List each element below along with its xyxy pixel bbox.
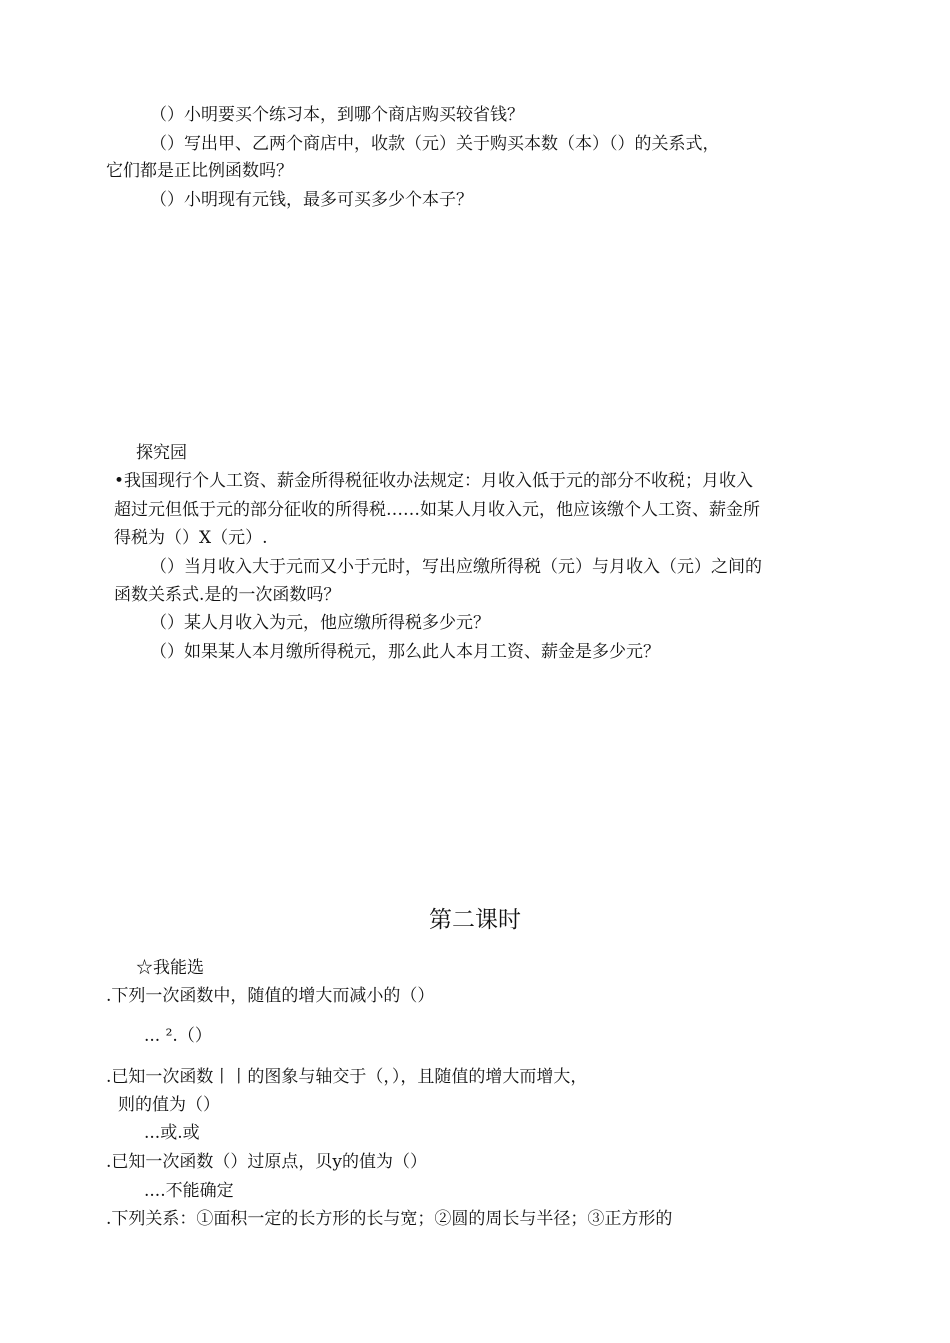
choice-heading: ☆我能选 [136,958,204,978]
explore-para-1: •我国现行个人工资、薪金所得税征收办法规定：月收入低于元的部分不收税；月收入 [114,471,754,491]
explore-question-1: （）当月收入大于元而又小于元时，写出应缴所得税（元）与月收入（元）之间的 [150,557,762,577]
question-2-cont: 它们都是正比例函数吗？ [106,161,293,181]
question-1: （）小明要买个练习本，到哪个商店购买较省钱？ [150,105,524,125]
item-3-options: ....不能确定 [144,1181,234,1201]
lesson-title: 第二课时 [429,907,521,933]
question-2: （）写出甲、乙两个商店中，收款（元）关于购买本数（本）（）的关系式， [150,134,720,154]
explore-heading: 探究园 [136,443,187,463]
question-3: （）小明现有元钱，最多可买多少个本子？ [150,190,473,210]
explore-question-3: （）如果某人本月缴所得税元，那么此人本月工资、薪金是多少元？ [150,642,660,662]
explore-para-3: 得税为（）X（元）. [114,528,268,548]
explore-question-1-cont: 函数关系式.是的一次函数吗？ [114,585,341,605]
explore-question-2: （）某人月收入为元，他应缴所得税多少元？ [150,613,490,633]
explore-para-2: 超过元但低于元的部分征收的所得税……如某人月收入元，他应该缴个人工资、薪金所 [114,500,760,520]
item-4: .下列关系：①面积一定的长方形的长与宽；②圆的周长与半径；③正方形的 [106,1209,673,1229]
item-2-options: ...或.或 [144,1123,200,1143]
item-2-cont: 则的值为（） [118,1095,220,1115]
item-2: .已知一次函数丨丨的图象与轴交于（，），且随值的增大而增大， [106,1067,588,1087]
item-3: .已知一次函数（）过原点，贝y的值为（） [106,1152,428,1172]
item-1: .下列一次函数中，随值的增大而减小的（） [106,986,435,1006]
item-1-options: ... ².（） [144,1026,212,1046]
